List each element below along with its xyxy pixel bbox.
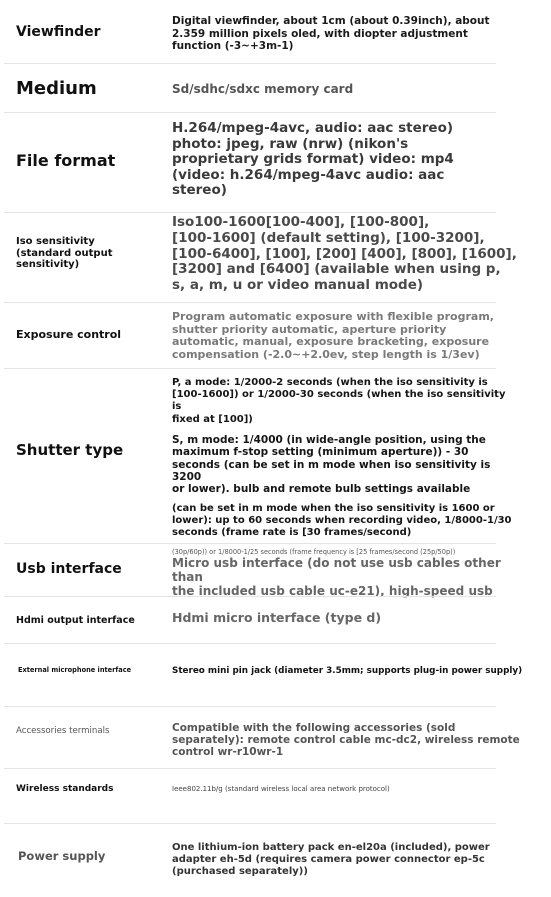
spec-row-wireless-standards [0,769,551,823]
shutter-pa-mode: P, a mode: 1/2000-2 seconds (when the iso sensitivity is [100-1600]) or 1/2000-30 seconds (when the iso sensitivity is fixed at [100]) [172,377,506,425]
spec-value: One lithium-ion battery pack en-el20a (included), power adapter eh-5d (requires camera power connector ep-5c (purchased separately)) [172,842,490,877]
spec-row-external-microphone [0,644,551,706]
spec-value-block [172,377,515,557]
spec-value: Hdmi micro interface (type d) [172,610,382,625]
spec-label: Exposure control [16,328,122,341]
shutter-video-mode: (can be set in m mode when the iso sensitivity is 1600 or lower): up to 60 seconds when recording video, 1/8000-1/30 seconds (frame rate is [30 frames/second) [172,502,512,539]
spec-label: Power supply [18,849,106,863]
shutter-frame-note: (30p/60p)) or 1/8000-1/25 seconds (frame frequency is [25 frames/second (25p/50p)) [172,548,456,557]
spec-label: Medium [16,78,97,99]
spec-label: File format [16,151,116,170]
spec-label: Usb interface [16,561,122,577]
spec-value: Program automatic exposure with flexible program, shutter priority automatic, aperture priority automatic, manual, exposure bracketing, exposure compensation (-2.0~+2.0ev, step length is 1/3ev) [172,310,494,362]
spec-row-power-supply [0,824,551,897]
spec-value: Compatible with the following accessories (sold separately): remote control cable mc-dc2, wireless remote control wr-r10wr-1 [172,722,520,758]
spec-value: Digital viewfinder, about 1cm (about 0.39inch), about 2.359 million pixels oled, with diopter adjustment function (-3~+3m-1) [172,15,490,52]
spec-value: Micro usb interface (do not use usb cables other than the included usb cable uc-e21), high-speed usb [172,556,501,598]
spec-row-file-format [0,113,551,213]
spec-label: Wireless standards [16,784,114,794]
spec-label: External microphone interface [18,666,132,674]
spec-label: Shutter type [16,441,124,459]
spec-label: Hdmi output interface [16,615,135,626]
spec-row-hdmi-output [0,597,551,643]
shutter-sm-mode: S, m mode: 1/4000 (in wide-angle position, using the maximum f-stop setting (minimum aperture)) - 30 seconds (can be set in m mode when iso sensitivity is 3200 or lower). bulb and remote bulb settings available [172,433,491,496]
spec-row-usb-interface [0,544,551,596]
spec-row-viewfinder [0,0,551,62]
spec-label: Viewfinder [16,24,101,40]
spec-value: Iso100-1600[100-400], [100-800], [100-1600] (default setting), [100-3200], [100-6400], [100], [200] [400], [800], [1600], [3200] and [6400] (available when using p, s, a, m, u or video manual mode) [172,214,517,294]
spec-value: H.264/mpeg-4avc, audio: aac stereo) photo: jpeg, raw (nrw) (nikon's proprietary grids format) video: mp4 (video: h.264/mpeg-4avc audio: aac stereo) [172,120,454,198]
spec-row-shutter-type [0,369,551,557]
spec-value: Ieee802.11b/g (standard wireless local area network protocol) [172,785,390,793]
spec-value: Sd/sdhc/sdxc memory card [172,82,354,96]
spec-row-exposure-control [0,303,551,368]
spec-row-iso-sensitivity [0,213,551,303]
spec-label: Iso sensitivity (standard output sensitivity) [16,236,113,270]
spec-row-medium [0,64,551,112]
spec-label: Accessories terminals [16,726,110,736]
spec-value: Stereo mini pin jack (diameter 3.5mm; supports plug-in power supply) [172,666,523,676]
spec-row-accessories-terminals [0,707,551,767]
